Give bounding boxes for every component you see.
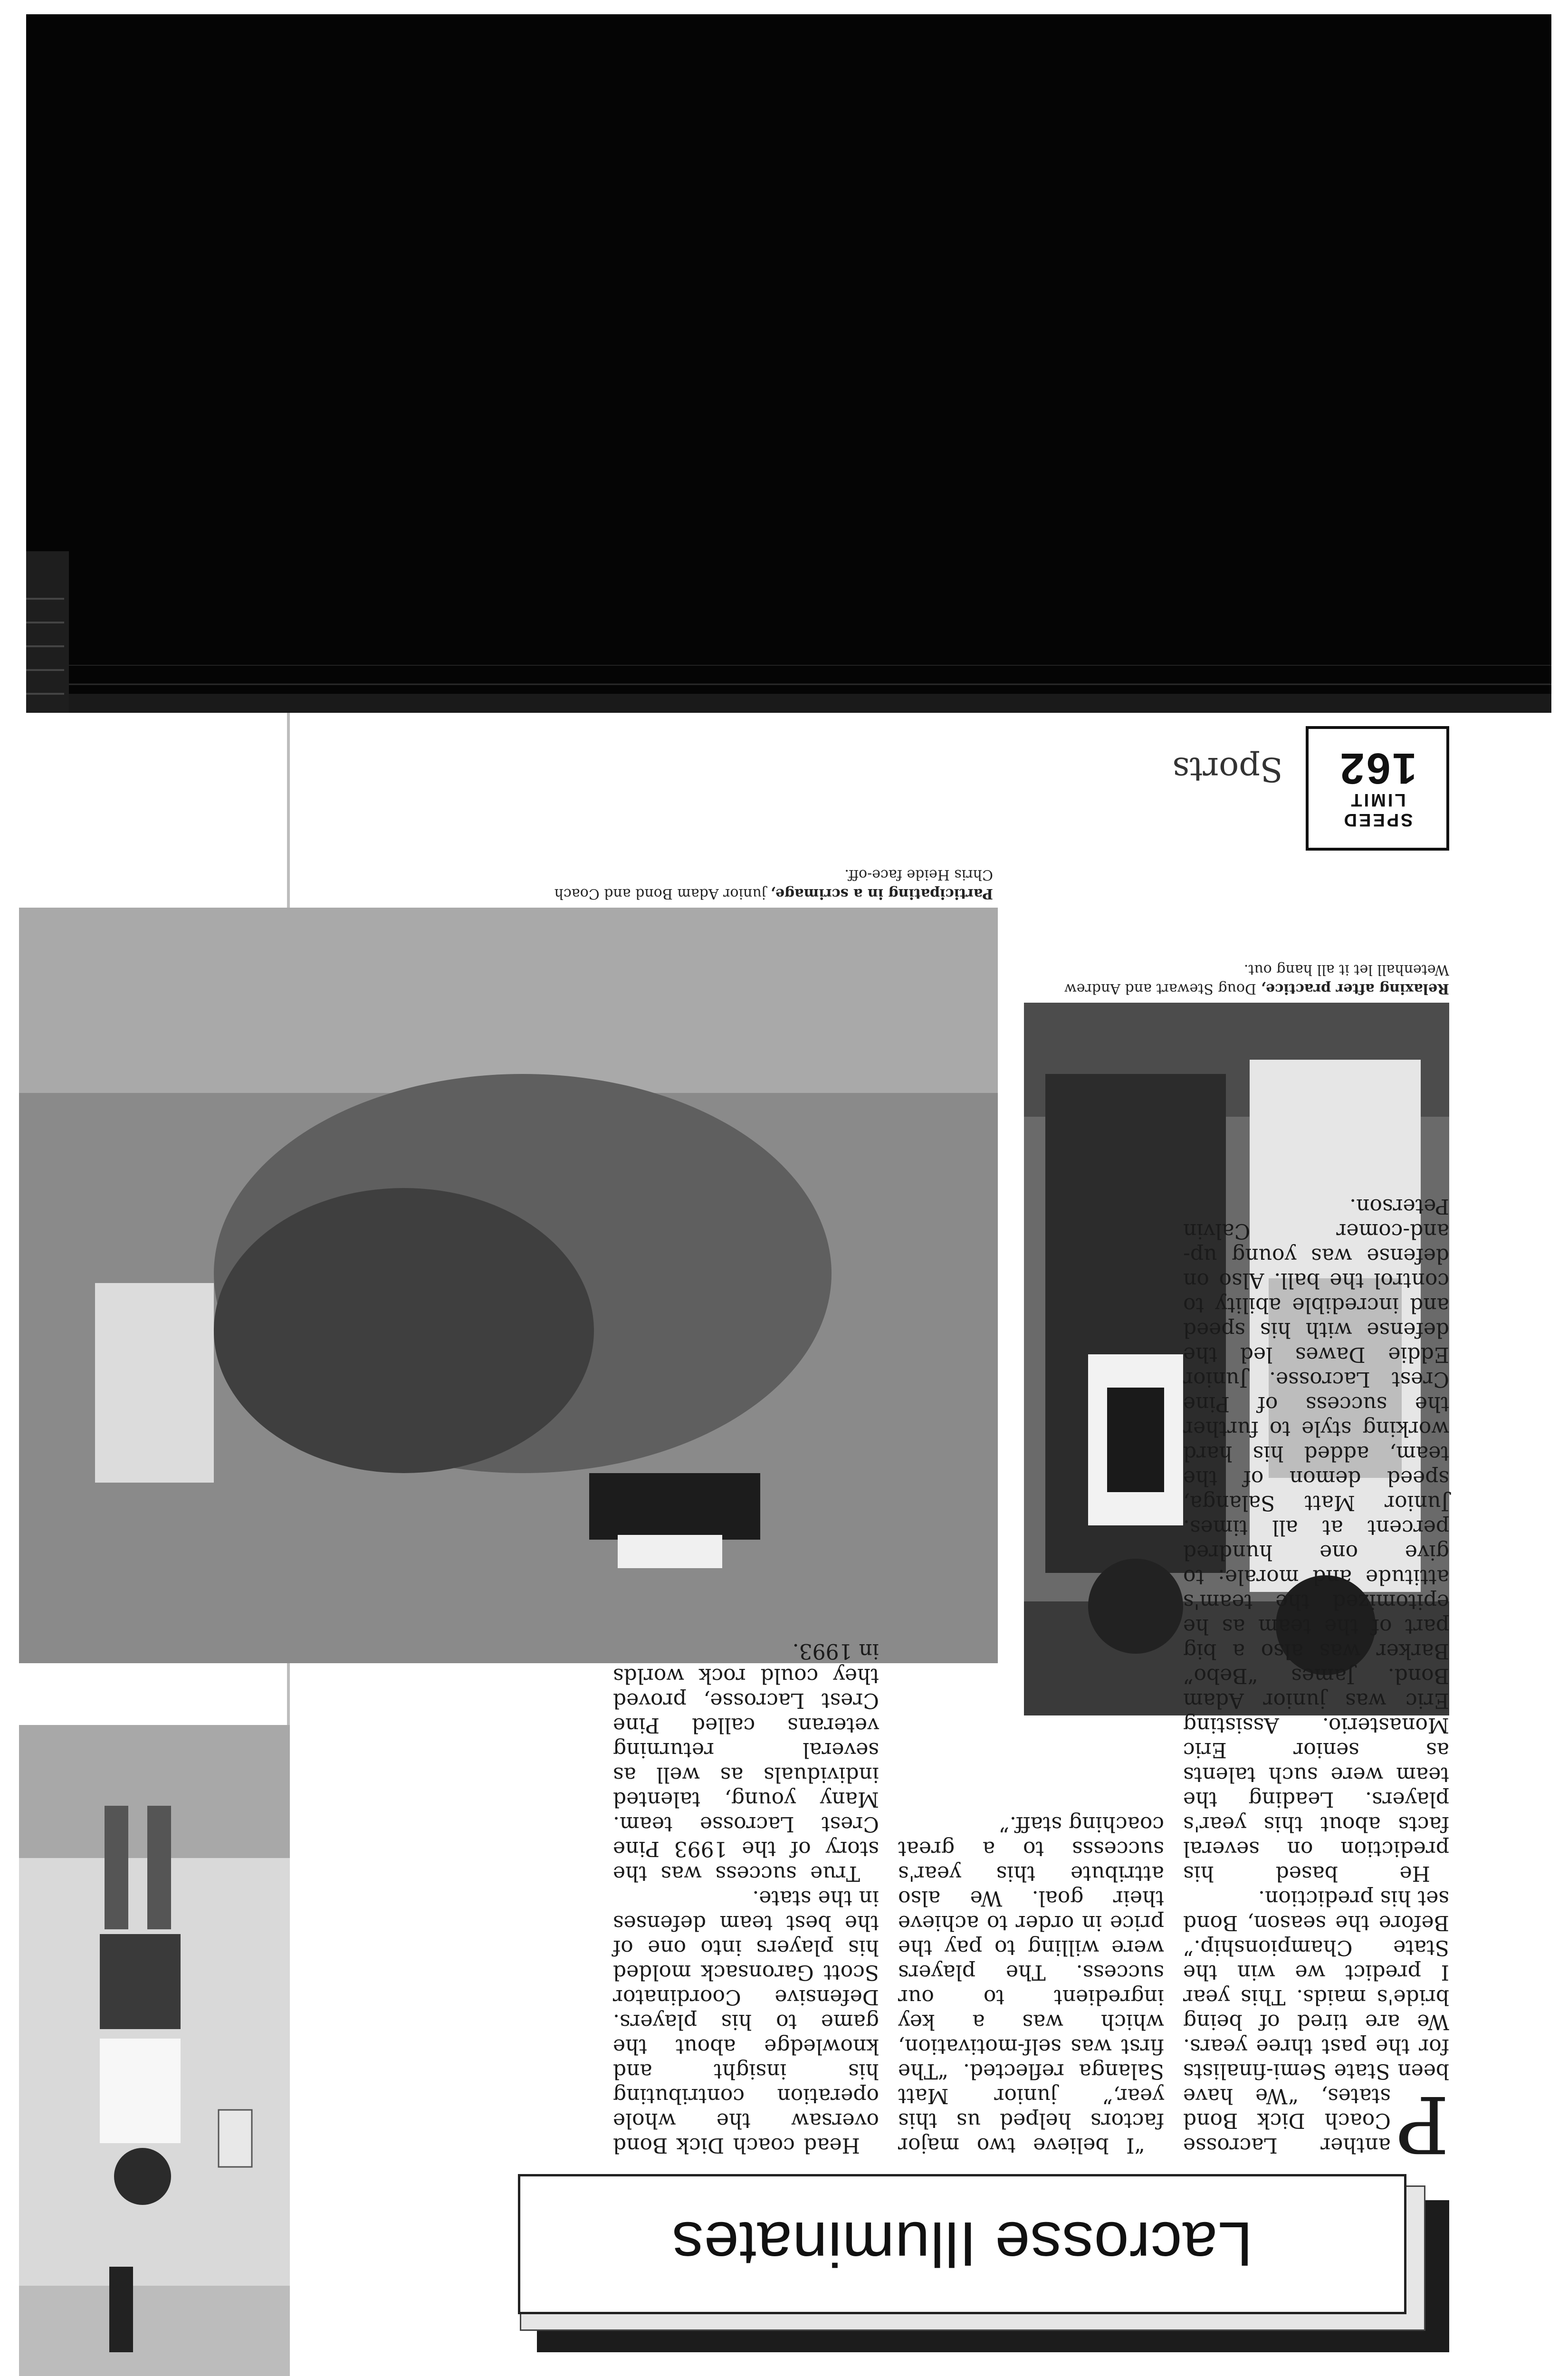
faceoff-photo — [19, 908, 998, 1663]
speed-sign-line1: SPEED — [1342, 810, 1413, 830]
article-title: Lacrosse Illuminates — [671, 2209, 1253, 2279]
article-paragraph-3: “I believe two major factors helped us this year,” junior Matt Salanga reflected. “The first was self-motivation, which was a key ingredient to our success. The players were willing to pay the price in order to achieve their goal. We also attribute this year's successs to a great coaching staff.” — [898, 1812, 1164, 2157]
article-column-1 — [1183, 1194, 1449, 2170]
article-title-box — [518, 2174, 1406, 2314]
speed-limit-sign — [1306, 726, 1449, 851]
box-lacrosse-photo — [19, 1725, 290, 2376]
article-paragraph-5: True success was the story of the 1993 Pine Crest Lacrosse team. Many young, talented individuals as well as several returning veterans called Pine Crest Lacrosse, proved they could rock worlds in 1993. — [613, 1639, 879, 1886]
relaxing-caption-lead: Relaxing after practice, — [1261, 980, 1449, 997]
speed-sign-line2: LIMIT — [1349, 790, 1406, 810]
scrimmage-caption — [551, 865, 993, 903]
scrimmage-caption-lead: Participating in a scrimage, — [770, 885, 993, 902]
faceoff-art — [19, 908, 998, 1663]
article-paragraph-1: anther Lacrosse Coach Dick Bond states, “We have been State Semi-finalists for the past three years. We are tired of being bride's maids. This year I predict we win the State Championship.” Before the season, Bond set his prediction. — [1183, 1886, 1449, 2157]
relaxing-caption — [1022, 960, 1449, 998]
article-paragraph-2: He based his prediction on several facts about this year's players. Leading the team were such talents as senior Eric Monasterio. Assisting Eric was junior Adam Bond. James “Bebo” Barker was also a big part of the team as he epitomized the team's attitude and morale: to give one hundred percent at all times. Junior Matt Salanga, speed demon of the team, added his hard working style to further the success of Pine Crest Lacrosse. Junior Eddie Dawes led the defense with his speed and incredible ability to control the ball. Also on defense was young up-and-comer Calvin Peterson. — [1183, 1194, 1449, 1886]
relaxing-caption-text: Doug Stewart and Andrew Wetenhall let it all hang out. — [1064, 961, 1449, 997]
article-paragraph-4: Head coach Dick Bond oversaw the whole operation contributing his insight and knowledge about the game to his players. Defensive Coordinator Scott Garonsack molded his players into one of the best team defenses in the state. — [613, 1886, 879, 2157]
article-column-2 — [898, 1682, 1164, 2157]
drop-cap: P — [1396, 2079, 1449, 2170]
article-column-3 — [613, 1639, 879, 2157]
box-lacrosse-art — [19, 1725, 290, 2376]
section-name: Sports — [1172, 750, 1283, 789]
dark-photo — [26, 14, 1551, 713]
dark-photo-texture — [26, 14, 1551, 713]
scrimmage-caption-text: junior Adam Bond and Coach Chris Heide face-off. — [554, 866, 993, 902]
page-number: 162 — [1338, 744, 1417, 793]
